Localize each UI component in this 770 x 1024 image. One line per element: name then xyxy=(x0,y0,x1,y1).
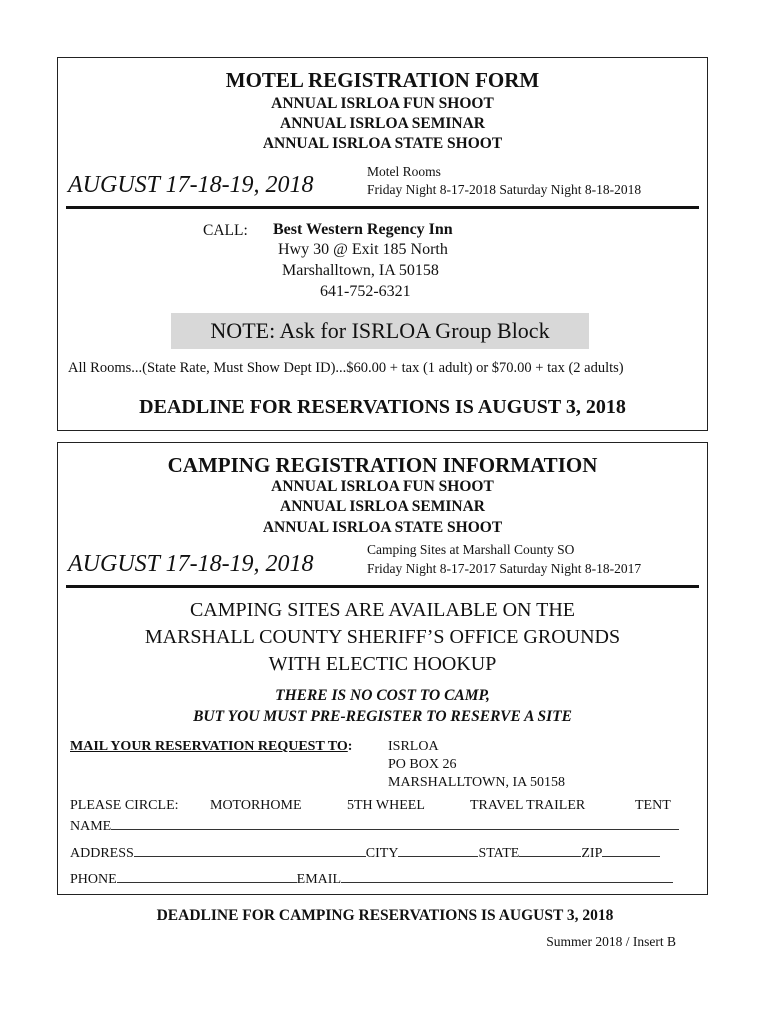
camping-event-1: ANNUAL ISRLOA FUN SHOOT xyxy=(271,478,494,495)
camping-sites-label: Camping Sites at Marshall County SO xyxy=(367,542,575,557)
name-row xyxy=(70,816,679,835)
motel-registration-section xyxy=(57,57,708,431)
mail-address-2: PO BOX 26 xyxy=(388,757,457,772)
name-label: NAME xyxy=(70,819,112,834)
motel-title: MOTEL REGISTRATION FORM xyxy=(225,68,540,92)
phone-label: PHONE xyxy=(70,872,117,887)
motel-event-2: ANNUAL ISRLOA SEMINAR xyxy=(280,115,485,132)
hotel-address-2: Marshalltown, IA 50158 xyxy=(282,262,439,279)
room-rates: All Rooms...(State Rate, Must Show Dept ID)...$60.00 + tax (1 adult) or $70.00 + tax (2 adults) xyxy=(68,360,624,376)
city-field[interactable] xyxy=(398,843,478,857)
hotel-address-1: Hwy 30 @ Exit 185 North xyxy=(278,241,448,258)
email-field[interactable] xyxy=(341,869,673,883)
email-label: EMAIL xyxy=(296,872,341,887)
camping-sites-nights: Friday Night 8-17-2017 Saturday Night 8-18-2017 xyxy=(367,561,642,576)
camping-announce-1: CAMPING SITES ARE AVAILABLE ON THE xyxy=(189,599,576,621)
camping-title: CAMPING REGISTRATION INFORMATION xyxy=(167,453,598,477)
option-tent[interactable]: TENT xyxy=(635,798,671,813)
option-travel-trailer[interactable]: TRAVEL TRAILER xyxy=(470,798,586,813)
zip-label: ZIP xyxy=(581,846,603,861)
state-field[interactable] xyxy=(519,843,581,857)
mail-label xyxy=(70,739,352,755)
address-label: ADDRESS xyxy=(70,846,134,861)
circle-label: PLEASE CIRCLE: xyxy=(70,798,179,813)
camping-event-2: ANNUAL ISRLOA SEMINAR xyxy=(280,498,485,515)
name-field[interactable] xyxy=(111,816,679,830)
call-label: CALL: xyxy=(203,222,248,239)
motel-rooms-nights: Friday Night 8-17-2018 Saturday Night 8-18-2018 xyxy=(367,182,642,197)
address-row xyxy=(70,843,660,862)
camping-announce-2: MARSHALL COUNTY SHERIFF’S OFFICE GROUNDS xyxy=(144,626,621,648)
hotel-phone: 641-752-6321 xyxy=(320,283,411,300)
camping-event-3: ANNUAL ISRLOA STATE SHOOT xyxy=(262,519,503,536)
camping-divider xyxy=(66,585,699,588)
mail-address-3: MARSHALLTOWN, IA 50158 xyxy=(388,775,565,790)
motel-rooms-label: Motel Rooms xyxy=(367,164,441,179)
address-field[interactable] xyxy=(134,843,366,857)
motel-date: AUGUST 17-18-19, 2018 xyxy=(68,172,314,198)
phone-field[interactable] xyxy=(117,869,297,883)
option-motorhome[interactable]: MOTORHOME xyxy=(210,798,302,813)
camping-registration-section xyxy=(57,442,708,895)
camping-deadline: DEADLINE FOR CAMPING RESERVATIONS IS AUGUST 3, 2018 xyxy=(156,907,614,924)
motel-event-1: ANNUAL ISRLOA FUN SHOOT xyxy=(271,95,494,112)
phone-row xyxy=(70,869,673,888)
option-5th-wheel[interactable]: 5TH WHEEL xyxy=(347,798,425,813)
group-block-note: NOTE: Ask for ISRLOA Group Block xyxy=(171,313,589,349)
state-label: STATE xyxy=(478,846,520,861)
no-cost-note: THERE IS NO COST TO CAMP, xyxy=(275,687,490,704)
insert-label: Summer 2018 / Insert B xyxy=(546,934,676,949)
mail-label-colon: : xyxy=(347,739,353,754)
camping-date: AUGUST 17-18-19, 2018 xyxy=(68,551,314,577)
motel-divider xyxy=(66,206,699,209)
hotel-name: Best Western Regency Inn xyxy=(273,221,453,238)
zip-field[interactable] xyxy=(602,843,660,857)
camping-announce-3: WITH ELECTIC HOOKUP xyxy=(268,653,497,675)
preregister-note: BUT YOU MUST PRE-REGISTER TO RESERVE A SITE xyxy=(193,708,572,725)
mail-address-1: ISRLOA xyxy=(388,739,439,754)
mail-label-text: MAIL YOUR RESERVATION REQUEST TO xyxy=(70,739,348,754)
city-label: CITY xyxy=(365,846,399,861)
motel-deadline: DEADLINE FOR RESERVATIONS IS AUGUST 3, 2018 xyxy=(139,396,626,418)
motel-event-3: ANNUAL ISRLOA STATE SHOOT xyxy=(262,135,503,152)
